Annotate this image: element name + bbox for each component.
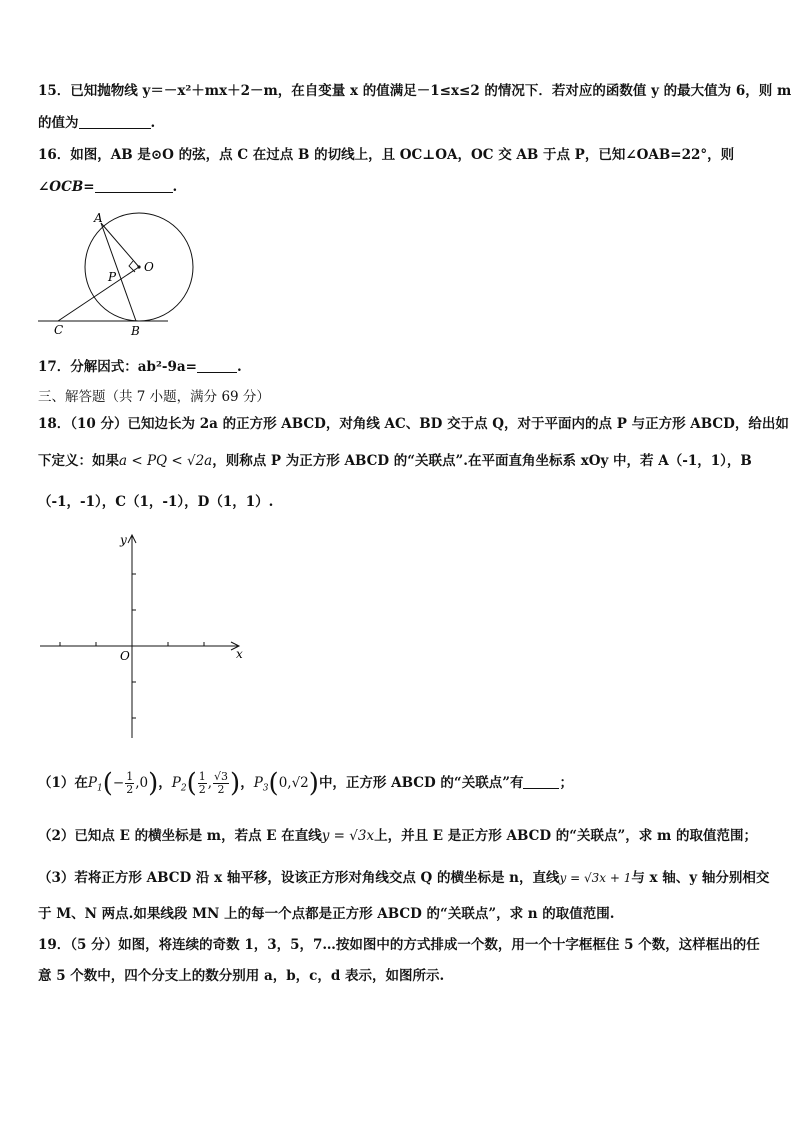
q17-answer-blank [197,358,237,373]
q18-p1-answer-blank [523,774,559,789]
label-c: C [54,323,64,337]
point-p3: $P_3$ [253,775,269,794]
segment-oa [101,223,139,267]
point-p1: $P_1$ [87,775,103,794]
q18-part3-line1 [38,868,769,888]
label-a: A [94,211,103,225]
q18-p3-equation: y = √3x + 1 [559,871,632,885]
q16-line1: 16．如图，AB 是⊙O 的弦，点 C 在过点 B 的切线上，且 OC⊥OA，OC 交 AB 于点 P，已知∠OAB=22°，则 [38,147,735,163]
q18-p2-a: （2）已知点 E 的横坐标是 m，若点 E 在直线 [38,828,322,844]
q18-p3-a: （3）若将正方形 ABCD 沿 x 轴平移，设该正方形对角线交点 Q 的横坐标是 n，直线 [38,870,560,886]
p3-x: 0 [278,775,288,791]
q16-answer-blank [95,178,173,193]
q19-line2: 意 5 个数中，四个分支上的数分别用 a，b，c，d 表示，如图所示. [38,968,445,984]
p2-y-fraction: $\frac{√3}{2}$ [214,770,229,796]
point-p2: $P_2$ [171,775,187,794]
coordinate-axes-figure [38,530,253,742]
q18-p3-b: 与 x 轴、y 轴分别相交 [631,870,770,886]
q18-p1-end: ； [559,775,573,791]
p3-y: √2 [291,775,309,791]
q17-end: . [236,359,242,375]
q15-line2 [38,113,155,133]
q15-line1: 15．已知抛物线 y＝－x²＋mx＋2－m，在自变量 x 的值满足－1≤x≤2 的情况下．若对应的函数值 y 的最大值为 6，则 m [38,83,792,99]
q18-part1: （1）在$P_1(-$ $\frac{1}{2}$ ,0)，$P_2$( $\frac{1}{2}$ , $\frac{√3}{2}$ )，$P_3(0,√2)$中，正方形 ABCD 的“关联点”有 ； [38,768,573,799]
section-heading: 三、解答题（共 7 小题，满分 69 分） [38,389,270,405]
q15-end: . [150,115,156,131]
q19-line1: 19．（5 分）如图，将连续的奇数 1，3，5，7…按如图中的方式排成一个数，用一个十字框框住 5 个数，这样框出的任 [38,937,760,953]
q18-part2 [38,826,757,846]
q18-p2-b: 上，并且 E 是正方形 ABCD 的“关联点”，求 m 的取值范围； [374,828,757,844]
q18-line2b: ，则称点 P 为正方形 ABCD 的“关联点”.在平面直角坐标系 xOy 中，若 A（-1，1），B [212,453,752,469]
q18-line1: 18．（10 分）已知边长为 2a 的正方形 ABCD，对角线 AC、BD 交于点 Q，对于平面内的点 P 与正方形 ABCD，给出如 [38,416,789,432]
p1-x-fraction: $\frac{1}{2}$ [126,770,134,796]
q15-answer-blank [79,114,151,129]
q18-line3: （-1，-1），C（1，-1），D（1，1）. [38,494,274,510]
q18-inequality: a < PQ < √2a [119,453,213,469]
circle-figure [38,205,198,340]
q18-line2 [38,451,752,471]
q18-line2a: 下定义：如果 [38,453,119,469]
q16-line2 [38,177,177,197]
q16-end: . [172,179,178,195]
label-p: P [108,270,117,284]
q15-label: 的值为 [38,115,79,131]
y-axis-label: y [120,533,127,547]
q17-text: 17．分解因式：ab²-9a= [38,359,197,375]
p1-y: 0 [139,775,149,791]
origin-label: O [120,649,130,663]
q16-label: ∠OCB= [38,179,95,195]
q18-p2-equation: y = √3x [321,828,375,844]
label-b: B [131,324,140,338]
p2-x-fraction: $\frac{1}{2}$ [198,770,206,796]
q18-p1-tail: 中，正方形 ABCD 的“关联点”有 [318,775,524,791]
x-axis-label: x [236,647,243,661]
q17-line [38,357,242,377]
q18-p1-intro: （1）在 [38,775,88,791]
center-point [137,265,140,268]
q18-part3-line2: 于 M、N 两点.如果线段 MN 上的每一个点都是正方形 ABCD 的“关联点”，求 n 的取值范围. [38,906,615,922]
label-o: O [144,260,154,274]
